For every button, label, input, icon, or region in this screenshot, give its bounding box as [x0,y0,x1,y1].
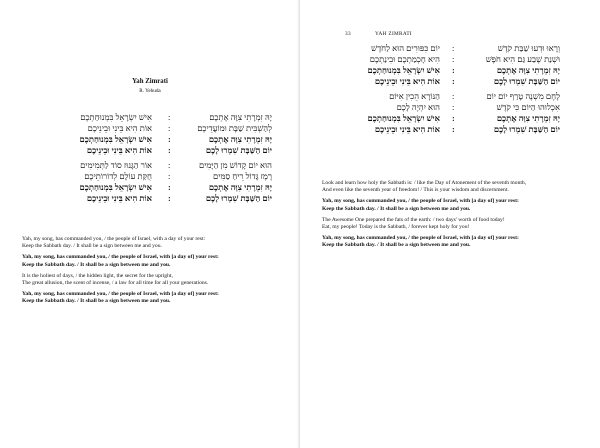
hebrew-separator: : [452,114,455,123]
hebrew-line [48,145,272,156]
hebrew-line [344,113,560,124]
english-translation-right [322,180,590,253]
hebrew-line [344,43,560,54]
hebrew-line [344,65,560,76]
hebrew-hemistich-second: הוּא יִהְיֶה לָכֶם [396,103,440,112]
hebrew-separator: : [168,124,171,133]
hebrew-hemistich-second: אוֹת הִיא בֵּינִי וּבֵינֵיכֶם [87,124,152,133]
hebrew-separator: : [452,103,455,112]
hebrew-line [48,193,272,204]
hebrew-hemistich-first: יָהּ זִמְרָתִי צִוָּה אֶתְכֶם [208,135,272,144]
hebrew-line [48,182,272,193]
translation-line: Keep the Sabbath day. / It shall be a sign between me and you. [22,243,162,250]
page-number: 33 [345,31,351,37]
hebrew-hemistich-second: אוֹת הִיא בֵּינִי וּבֵינֵיכֶם [86,146,152,155]
refrain-stanza [322,198,590,213]
verse-stanza [322,180,590,195]
hebrew-hemistich-first: יוֹם הַשַּׁבָּת שִׁמְרוּ לָכֶם [205,146,272,155]
hebrew-hemistich-second: אוֹר הַגָּנוּז סוֹד לַתְּמִימִים [80,161,152,170]
hebrew-hemistich-second: אִישׁ יִשְׂרָאֵל בִּמְנוּחַתְכֶם [79,135,152,144]
hebrew-separator: : [452,125,455,134]
hebrew-hemistich-second: אִישׁ יִשְׂרָאֵל בִּמְנוּחַתְכֶם [79,183,152,192]
translation-line: Keep the Sabbath day. / It shall be a sign between me and you. [322,205,471,212]
hebrew-hemistich-second: אוֹת הִיא בֵּינִי וּבֵינֵיכֶם [86,194,152,203]
hebrew-separator: : [452,92,455,101]
refrain-stanza [322,235,590,250]
hebrew-separator: : [452,66,455,75]
hebrew-hemistich-first: וְרָאוּ וּדְעוּ שַׁבַּת קֹדֶשׁ [497,44,560,53]
hebrew-line [48,112,272,123]
hebrew-hemistich-second: אִישׁ יִשְׂרָאֵל בִּמְנוּחַתְכֶם [367,66,440,75]
hebrew-separator: : [168,135,171,144]
hebrew-separator: : [168,146,171,155]
hebrew-line [48,160,272,171]
hebrew-hemistich-first: יָהּ זִמְרָתִי צִוָּה אֶתְכֶם [208,183,272,192]
hebrew-line [344,76,560,87]
translation-line: Keep the Sabbath day. / It shall be a sign between me and you. [22,298,171,305]
hebrew-hemistich-first: לֶחֶם מִשְׁנֶה טָרַף יוֹם יוֹם [486,92,560,101]
english-translation-left [22,236,290,309]
hebrew-hemistich-first: יָהּ זִמְרָתִי צִוָּה אֶתְכֶם [496,114,560,123]
translation-line: Yah, my song, has commanded you, / the people of Israel, with [a day of] your rest: [322,234,519,241]
hebrew-hemistich-first: יָהּ זִמְרָתִי צִוָּה אֶתְכֶם [209,113,272,122]
hebrew-hemistich-second: חֻקַּת עוֹלָם לְדוֹרוֹתֵיכֶם [84,172,152,181]
translation-line: Eat, my people! Today is the Sabbath, / forever kept holy for you! [322,224,470,231]
translation-line: Yah, my song, has commanded you, / the people of Israel, with a day of your rest: [22,236,206,242]
translation-line: It is the holiest of days, / the hidden light, the secret for the upright, [22,272,173,279]
hebrew-verses-right [344,43,560,139]
translation-line: Yah, my song, has commanded you, / the people of Israel, with [a day of] your rest: [22,290,219,297]
hebrew-line [344,124,560,135]
hebrew-line [344,54,560,65]
song-author: R. Yehuda [139,88,161,94]
hebrew-separator: : [452,77,455,86]
hebrew-line [344,102,560,113]
hebrew-separator: : [452,55,455,64]
hebrew-hemistich-first: רֶמֶז גָּדוֹל רֵיחַ סַמִּים [213,172,272,181]
hebrew-hemistich-first: הוּא יוֹם קָדוֹשׁ מִן הַיָּמִים [198,161,272,170]
hebrew-hemistich-first: יוֹם הַשַּׁבָּת שִׁמְרוּ לָכֶם [205,194,272,203]
translation-line: And even like the seventh year of freedom! / This is your wisdom and discernment. [322,187,509,194]
hebrew-hemistich-second: אִישׁ יִשְׂרָאֵל בִּמְנוּחַתְכֶם [367,114,440,123]
hebrew-hemistich-second: אוֹת הִיא בֵּינִי וּבֵינֵיכֶם [374,125,440,134]
translation-line: Yah, my song, has commanded you, / the people of Israel, with [a day of] your rest: [22,254,219,261]
refrain-stanza [22,291,290,306]
hebrew-hemistich-second: אִישׁ יִשְׂרָאֵל בִּמְנוּחַתְכֶם [80,113,152,122]
hebrew-separator: : [168,161,171,170]
hebrew-verses-left [48,112,272,208]
verse-stanza [22,273,290,288]
hebrew-hemistich-second: אוֹת הִיא בֵּינִי וּבֵינֵיכֶם [374,77,440,86]
hebrew-line [48,171,272,182]
hebrew-line [344,91,560,102]
verse-stanza [322,217,590,232]
hebrew-hemistich-first: יוֹם הַשַּׁבָּת שִׁמְרוּ לָכֶם [493,125,560,134]
hebrew-hemistich-first: לְהַשְׁבִּית שַׁבָּת וּמוֹעֲדֵיכֶם [197,124,272,133]
translation-line: The great allusion, the scent of incense, / a law for all time for all your generations. [22,280,209,287]
refrain-stanza [22,254,290,269]
hebrew-separator: : [168,172,171,181]
hebrew-hemistich-first: יָהּ זִמְרָתִי צִוָּה אֶתְכֶם [496,66,560,75]
hebrew-hemistich-second: הִיא חָכְמַתְכֶם וּבִינַתְכֶם [369,55,440,64]
translation-line: Yah, my song, has commanded you, / the people of Israel, with [a day of] your rest: [322,198,519,205]
translation-line: The Awesome One prepared the fats of the earth: / two days' worth of food today! [322,216,505,223]
hebrew-hemistich-first: אִכְלוּהוּ הַיּוֹם כִּי קֹדֶשׁ [496,103,560,112]
hebrew-hemistich-first: וּשְׁנַת שֶׁבַע גַּם הִיא חֹפֶשׁ [485,55,560,64]
verse-stanza [22,236,290,251]
hebrew-line [48,123,272,134]
hebrew-line [48,134,272,145]
hebrew-separator: : [168,113,171,122]
hebrew-hemistich-first: יוֹם הַשַּׁבָּת שִׁמְרוּ לָכֶם [493,77,560,86]
song-title: Yah Zimrati [132,78,168,85]
hebrew-separator: : [168,194,171,203]
translation-line: Keep the Sabbath day. / It shall be a sign between me and you. [322,242,471,249]
translation-line: Look and learn how holy the Sabbath is: / like the Day of Atonement of the seventh month, [322,180,527,186]
translation-line: Keep the Sabbath day. / It shall be a sign between me and you. [22,261,171,268]
running-title: YAH ZIMRATI [375,31,412,37]
hebrew-hemistich-second: הַנּוֹרָא הֵכִין אִיּוֹם [389,92,440,101]
hebrew-hemistich-second: יוֹם כִּפּוּרִים הוּא לַחֹדֶשׁ [371,44,440,53]
hebrew-separator: : [168,183,171,192]
hebrew-separator: : [452,44,455,53]
